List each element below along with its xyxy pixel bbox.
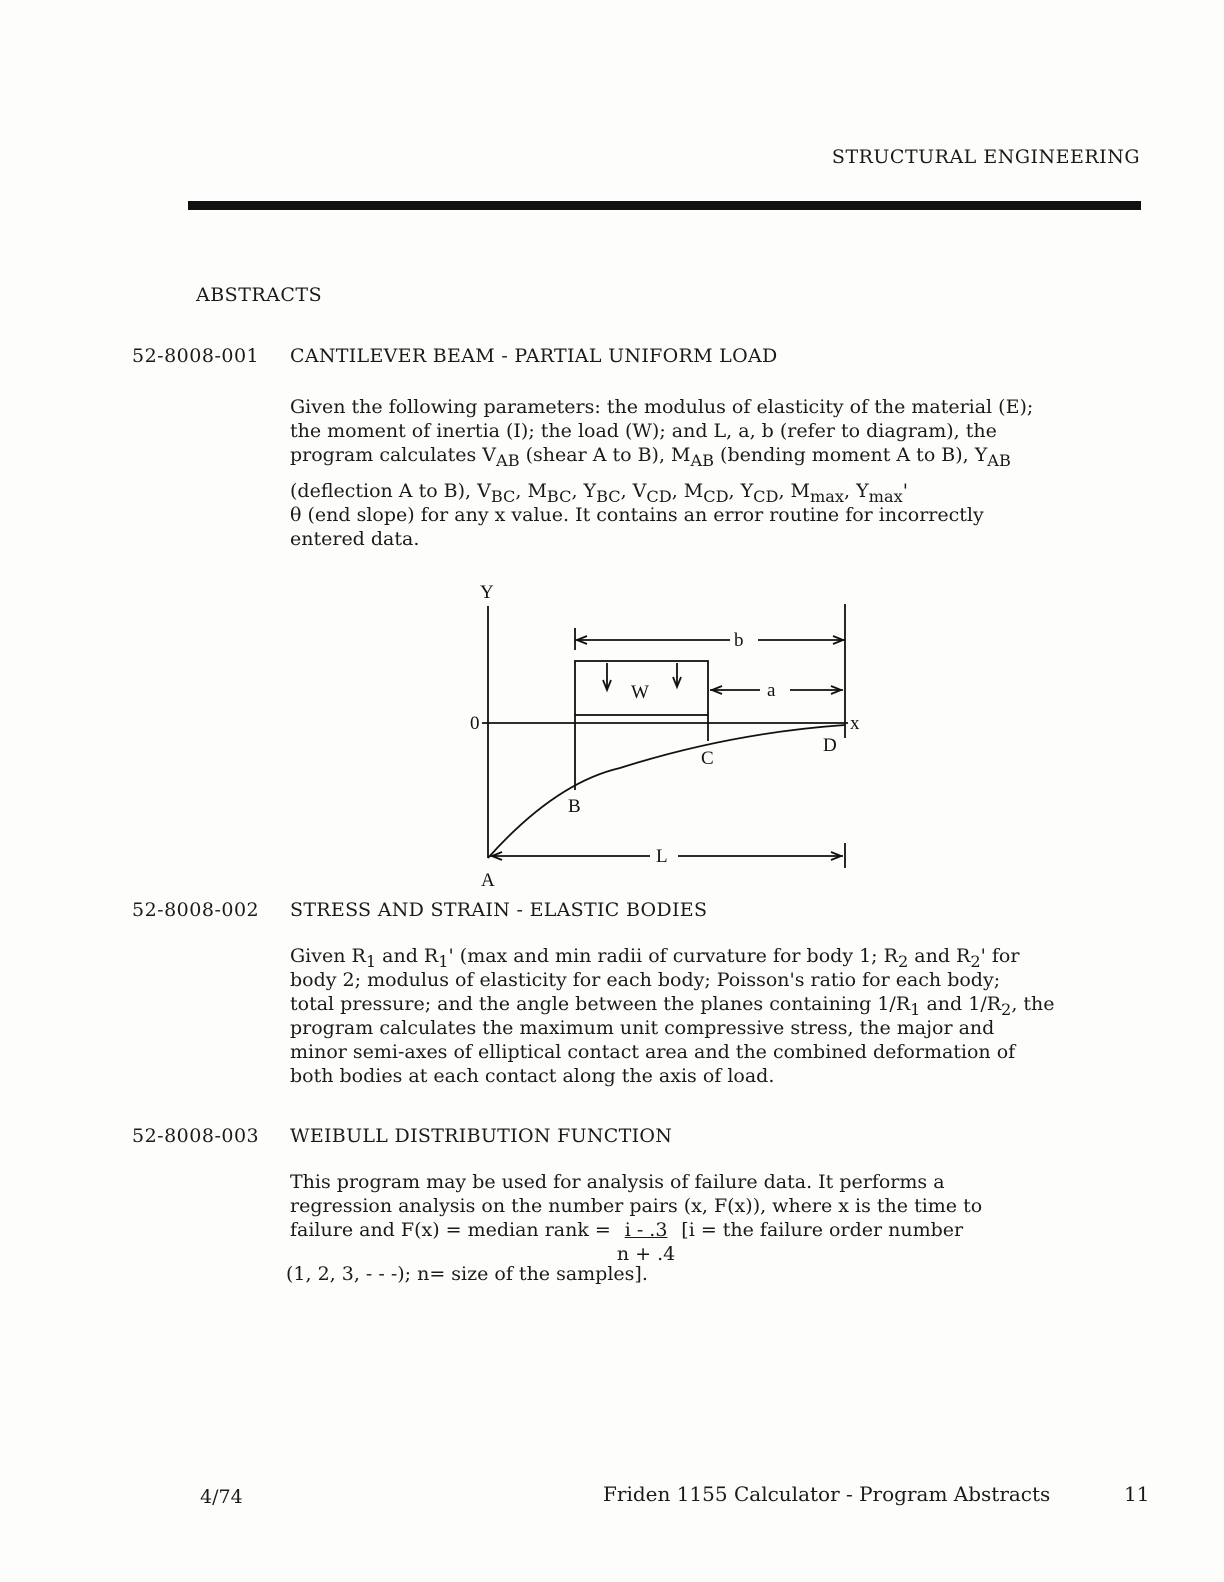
body-line: minor semi-axes of elliptical contact area and the combined deformation of bbox=[290, 1041, 1016, 1063]
abstract-body bbox=[290, 395, 1135, 551]
abstract-number: 52-8008-003 bbox=[132, 1125, 260, 1147]
footer-publication: Friden 1155 Calculator - Program Abstracts bbox=[603, 1482, 1051, 1506]
label-load-W: W bbox=[631, 682, 649, 703]
label-y-axis: Y bbox=[480, 582, 494, 603]
body-line: both bodies at each contact along the axis of load. bbox=[290, 1065, 775, 1087]
label-x-axis: x bbox=[850, 713, 860, 734]
body-line: (deflection A to B), $V_{BC}$, $M_{BC}$, $Y_{BC}$, $V_{CD}$, $M_{CD}$, $Y_{CD}$, $M_{max}$, $Y_{max}'$ bbox=[290, 480, 908, 506]
label-point-C: C bbox=[701, 748, 714, 769]
page-number: 11 bbox=[1124, 1482, 1150, 1506]
body-line: total pressure; and the angle between the planes containing $1/R_1$ and $1/R_2$, the bbox=[290, 993, 1055, 1019]
body-line: failure and F(x) = median rank = $\frac{i - .3}{n + .4}$ [i = the failure order number bbox=[290, 1219, 964, 1265]
abstract-body bbox=[290, 944, 1135, 1088]
label-point-B: B bbox=[568, 796, 581, 817]
label-dim-L: L bbox=[656, 846, 668, 867]
section-heading: ABSTRACTS bbox=[196, 284, 323, 306]
label-origin: 0 bbox=[470, 713, 480, 734]
body-line: body 2; modulus of elasticity for each body; Poisson's ratio for each body; bbox=[290, 969, 1001, 991]
abstract-title: STRESS AND STRAIN - ELASTIC BODIES bbox=[290, 899, 708, 921]
body-line: program calculates the maximum unit compressive stress, the major and bbox=[290, 1017, 995, 1039]
body-line: program calculates $V_{AB}$ (shear A to B), $M_{AB}$ (bending moment A to B), $Y_{AB}$ bbox=[290, 444, 1011, 470]
body-line: the moment of inertia (I); the load (W); and L, a, b (refer to diagram), the bbox=[290, 420, 997, 442]
deflection-curve bbox=[488, 725, 845, 858]
abstract-number: 52-8008-002 bbox=[132, 899, 260, 921]
body-line: Given the following parameters: the modulus of elasticity of the material (E); bbox=[290, 396, 1034, 418]
label-dim-b: b bbox=[734, 630, 744, 651]
body-line: Given $R_1$ and $R_1'$ (max and min radii of curvature for body 1; $R_2$ and $R_2'$ for bbox=[290, 945, 1020, 971]
abstract-body bbox=[286, 1170, 1135, 1286]
label-point-A: A bbox=[481, 870, 495, 891]
abstract-number: 52-8008-001 bbox=[132, 345, 260, 367]
cantilever-beam-diagram bbox=[460, 578, 880, 898]
abstract-title: CANTILEVER BEAM - PARTIAL UNIFORM LOAD bbox=[290, 345, 778, 367]
label-dim-a: a bbox=[767, 680, 776, 701]
abstract-title: WEIBULL DISTRIBUTION FUNCTION bbox=[290, 1125, 673, 1147]
median-rank-fraction: $\frac{i - .3}{n + .4}$ bbox=[616, 1219, 676, 1265]
label-point-D: D bbox=[823, 735, 837, 756]
body-line: (1, 2, 3, - - -); n= size of the samples]. bbox=[286, 1263, 648, 1285]
body-line: θ (end slope) for any x value. It contains an error routine for incorrectly bbox=[290, 504, 984, 526]
footer-date: 4/74 bbox=[200, 1486, 243, 1508]
body-line: regression analysis on the number pairs (x, F(x)), where x is the time to bbox=[290, 1195, 983, 1217]
running-header: STRUCTURAL ENGINEERING bbox=[831, 146, 1140, 168]
body-line: entered data. bbox=[290, 528, 420, 550]
header-rule bbox=[188, 201, 1141, 210]
body-line: This program may be used for analysis of failure data. It performs a bbox=[290, 1171, 945, 1193]
